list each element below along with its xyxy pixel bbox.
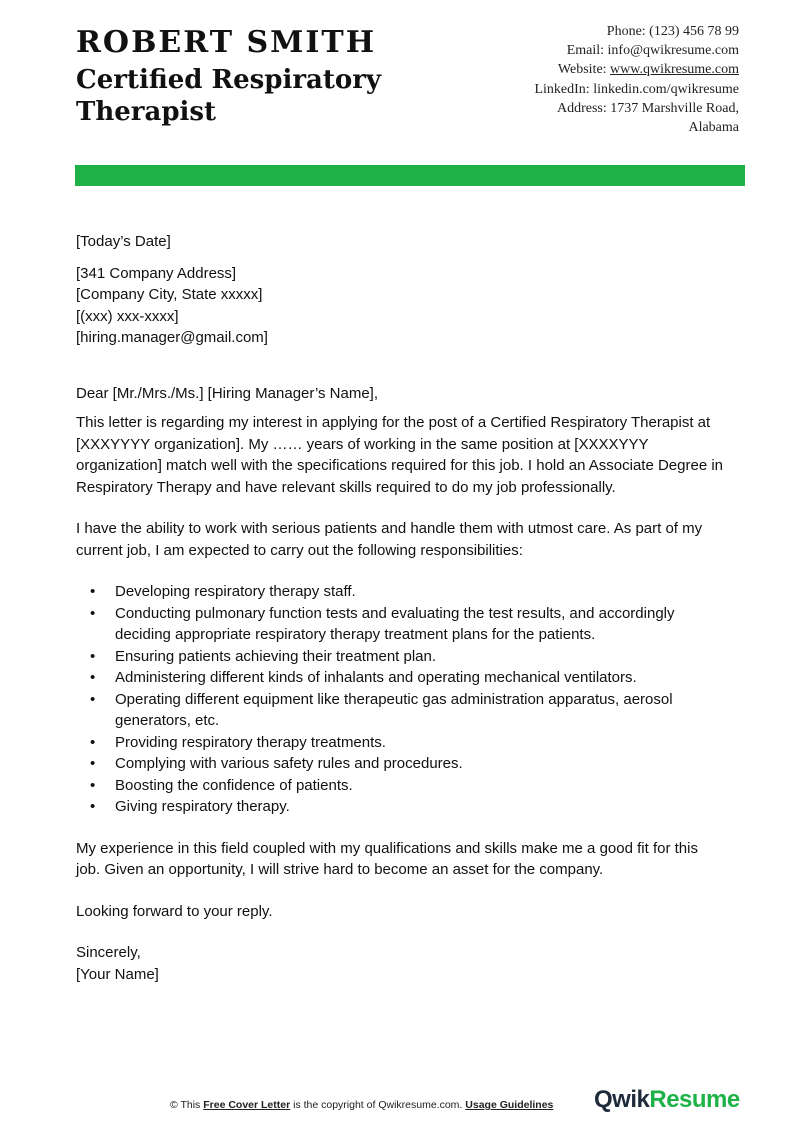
list-item-text: Administering different kinds of inhalants and operating mechanical ventilators.	[115, 669, 637, 686]
bullet-icon: •	[90, 669, 96, 686]
address-line-1: 1737 Marshville Road,	[610, 100, 739, 116]
recipient-address-line: [341 Company Address]	[76, 264, 237, 282]
list-item-text: Operating different equipment like therapeutic gas administration apparatus, aerosol generators, etc.	[115, 690, 673, 729]
logo-part-resume: Resume	[649, 1086, 740, 1113]
list-item-text: Boosting the confidence of patients.	[115, 776, 353, 794]
recipient-city-line: [Company City, State xxxxx]	[76, 286, 263, 303]
linkedin-value: linkedin.com/qwikresume	[593, 81, 739, 97]
list-item	[76, 581, 726, 603]
address-label: Address:	[557, 100, 607, 116]
list-item	[76, 732, 726, 754]
list-item	[76, 775, 726, 797]
closing: Sincerely,	[76, 944, 141, 961]
recipient-phone-line: [(xxx) xxx-xxxx]	[76, 307, 179, 325]
bullet-icon: •	[90, 647, 96, 665]
list-item-text: Conducting pulmonary function tests and evaluating the test results, and accordingly deciding appropriate respiratory therapy treatment plans for the patients.	[115, 604, 675, 643]
qwikresume-logo	[594, 1086, 740, 1114]
bullet-icon: •	[90, 776, 96, 794]
contact-address-line-2: Alabama	[688, 120, 739, 136]
footer-prefix: © This	[170, 1099, 201, 1111]
website-link[interactable]: www.qwikresume.com	[610, 62, 739, 78]
list-item-text: Complying with various safety rules and procedures.	[115, 755, 463, 772]
logo-part-qwik: Qwik	[594, 1086, 650, 1113]
paragraph-responsibilities-intro: I have the ability to work with serious patients and handle them with utmost care. As part of my current job, I am expected to carry out the following responsibilities:	[76, 520, 703, 559]
contact-email	[439, 41, 739, 60]
letter-body	[76, 231, 726, 985]
contact-block	[439, 22, 739, 137]
contact-phone	[439, 22, 739, 41]
candidate-name: ROBERT SMITH	[76, 25, 377, 60]
contact-linkedin	[439, 80, 739, 99]
free-cover-letter-link[interactable]: Free Cover Letter	[203, 1099, 291, 1111]
footer-middle: is the copyright of Qwikresume.com.	[293, 1099, 463, 1111]
bullet-icon: •	[90, 583, 96, 600]
letter-date: [Today’s Date]	[76, 233, 171, 250]
list-item	[76, 796, 726, 818]
website-label: Website:	[557, 62, 607, 78]
recipient-email-line: [hiring.manager@gmail.com]	[76, 329, 268, 346]
paragraph-intro: This letter is regarding my interest in applying for the post of a Certified Respiratory Therapist at [XXXYYYY organization]. My …… years of working in the same position at [XXXXYYY organization] match well with the specifications required for this job. I hold an Associate Degree in Respiratory Therapy and have relevant skills required to do my job professionally.	[76, 414, 724, 496]
list-item	[76, 689, 726, 732]
responsibilities-list	[76, 581, 726, 818]
bullet-icon: •	[90, 733, 96, 751]
accent-divider-bar	[75, 165, 745, 186]
contact-address	[439, 99, 739, 118]
list-item-text: Giving respiratory therapy.	[115, 798, 290, 815]
bullet-icon: •	[90, 690, 96, 708]
contact-website	[439, 60, 739, 79]
copyright-footer	[170, 1099, 553, 1111]
list-item	[76, 753, 726, 775]
signature: [Your Name]	[76, 965, 159, 983]
phone-value: (123) 456 78 99	[649, 24, 739, 39]
list-item-text: Developing respiratory therapy staff.	[115, 583, 356, 600]
phone-label: Phone:	[606, 24, 646, 39]
list-item-text: Providing respiratory therapy treatments.	[115, 733, 386, 751]
list-item	[76, 603, 726, 646]
list-item-text: Ensuring patients achieving their treatment plan.	[115, 647, 437, 665]
paragraph-fit: My experience in this field coupled with my qualifications and skills make me a good fit for this job. Given an opportunity, I will strive hard to become an asset for the company.	[76, 839, 698, 878]
email-label: Email:	[566, 43, 605, 59]
linkedin-label: LinkedIn:	[534, 81, 590, 97]
salutation: Dear [Mr./Mrs./Ms.] [Hiring Manager’s Name],	[76, 384, 379, 402]
usage-guidelines-link[interactable]: Usage Guidelines	[465, 1099, 554, 1111]
email-value: info@qwikresume.com	[607, 43, 739, 59]
list-item	[76, 667, 726, 689]
bullet-icon: •	[90, 604, 96, 622]
bullet-icon: •	[90, 755, 96, 772]
list-item	[76, 646, 726, 668]
paragraph-closing-line: Looking forward to your reply.	[76, 902, 273, 920]
bullet-icon: •	[90, 798, 96, 815]
job-title: Certified Respiratory Therapist	[76, 65, 382, 127]
